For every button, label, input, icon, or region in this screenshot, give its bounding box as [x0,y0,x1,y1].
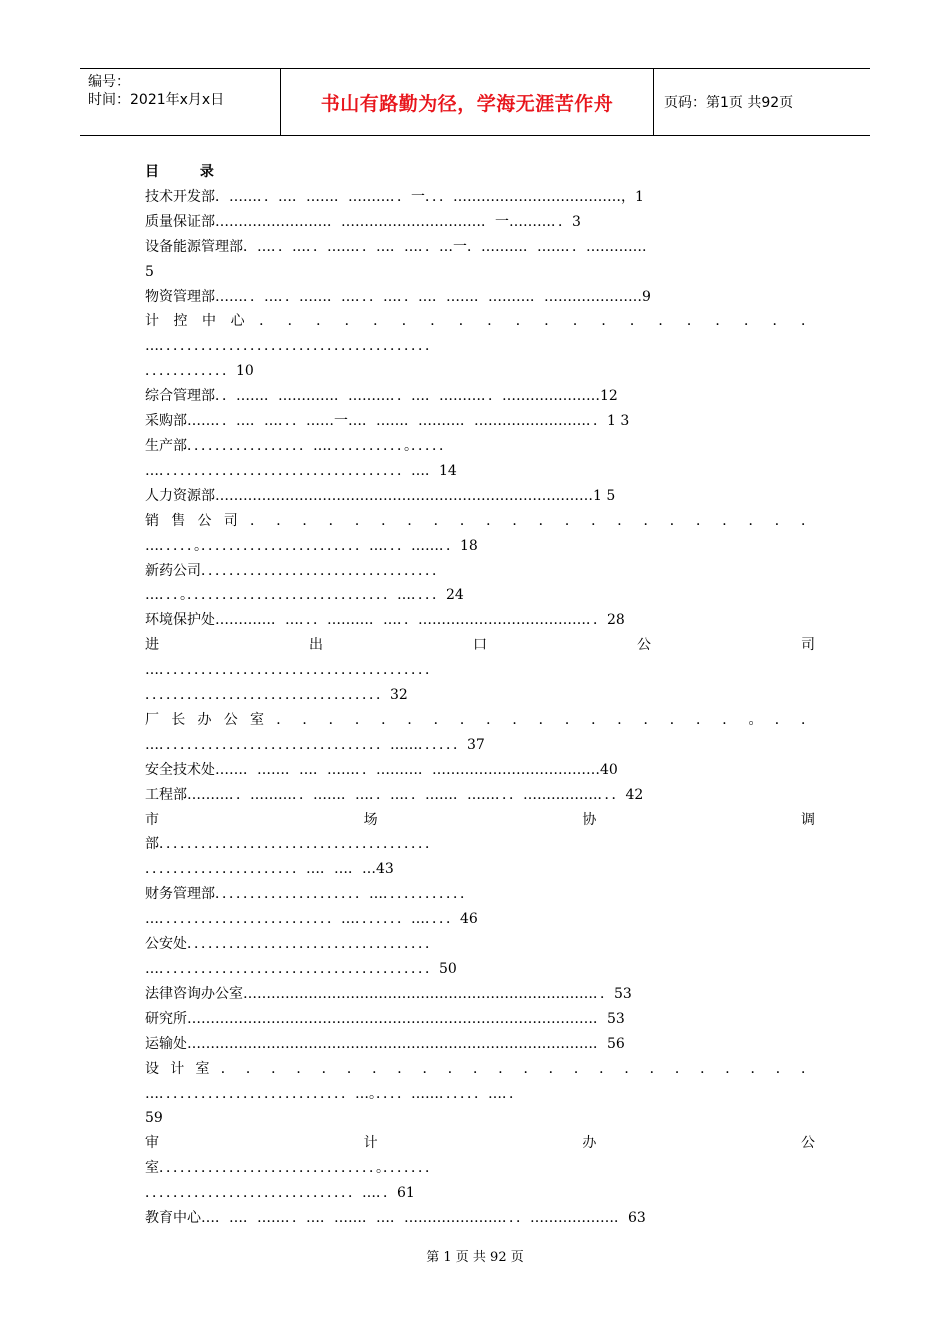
toc-entry-line: 厂 长 办 公 室 ． ． ． ． ． ． ． ． ． ． ． ． ． ． ． ． ． ． 。 ． ． [145,711,815,728]
toc-entry-line: 综合管理部．．……．…………．………．．…．………．．…………………12 [145,388,618,405]
toc-entry-line: …．．．．．。．．．．．．．．．．．．．．．．．．．．．．．…．．．……．．18 [145,537,478,554]
toc-entry-line: ．．．．．．．．．．．．．．．．．．．．．．…．…．…43 [145,861,394,878]
toc-entry-line: 环境保护处…………．…．．．………．…．．………………………………．．28 [145,612,625,629]
toc-entry-line: 法律咨询办公室…………………………………………………………………．．53 [145,985,632,1002]
toc-entry-line: 采购部……．．…．…．．．……一…．……．………．……………………．．1 3 [145,413,630,430]
table-of-contents [145,160,815,1231]
toc-entry-line: 59 [145,1110,163,1127]
toc-entry-line: 运输处……………………………………………………………………………．56 [145,1035,625,1052]
toc-entry-line: …．．．．．．．．．．．．．．．．．．．．．．．．．…．．．．．．．…．．．．46 [145,911,478,928]
header-page-number: 页码：第1页 共92页 [664,95,794,111]
toc-entry-line: 设 计 室 ． ． ． ． ． ． ． ． ． ． ． ． ． ． ． ． ． ． ． ． ． ． ． ． [145,1060,815,1077]
toc-entry-line: 质量保证部……………………．…………………………．一………．．3 [145,213,581,230]
toc-entry-line: 工程部………．．………．．……．…．．…．．……．……．．．…………….．．．42 [145,786,644,803]
toc-entry-line: …．．．．．．．．．．．．．．．．．．．．．．．．．．．．．．．．……．．．．．．37 [145,736,485,753]
header-motto: 书山有路勤为径，学海无涯苦作舟 [280,69,654,135]
toc-entry-line: 教育中心…．…．……．．…．……．…．…………………．．．………………．63 [145,1210,646,1227]
header-meta [80,69,280,135]
toc-entry-line: 5 [145,263,154,280]
toc-entry-line: ．．．．．．．．．．．．10 [145,363,254,380]
toc-entry-line: 设备能源管理部．…．．…．．……．．…．…．．…一．………．……．．…………. [145,238,647,255]
toc-entry-line: 技术开发部．……．．…．……．………．．一．．．………………………………，1 [145,188,644,205]
toc-entry-line: 财务管理部．．．．．．．．．．．．．．．．．．．．．…．．．．．．．．．．．． [145,886,474,903]
toc-entry-line: 审 计 办 公 [145,1135,815,1152]
toc-lines [145,185,815,1231]
toc-entry-line: 物资管理部……．．…．．……．…．．．…．．…．……．………．…………………9 [145,288,651,305]
toc-entry-line: …．．．．．．．．．．．．．．．．．．．．．．．．．．．．．．．．．．．…．14 [145,462,457,479]
toc-entry-line: 销 售 公 司 ． ． ． ． ． ． ． ． ． ． ． ． ． ． ． ． ． ． ． ． ． ． [145,512,815,529]
toc-entry-line: 人力资源部………………………………………………………………………1 5 [145,487,616,504]
document-number-label: 编号： [88,74,130,90]
toc-entry-line: ．．．．．．．．．．．．．．．．．．．．．．．．．．．．．．．．．．32 [145,687,408,704]
toc-title: 目 录 [145,164,232,180]
toc-entry-line: ．．．．．．．．．．．．．．．．．．．．．．．．．．．．．．…．．61 [145,1185,415,1202]
toc-entry-line: …．．．．．．．．．．．．．．．．．．．．．．．．．．．．．．．．．．．．．．． [145,662,439,679]
toc-entry-line: …．．．．．．．．．．．．．．．．．．．．．．．．．．．．．．．．．．．．．．． [145,338,439,355]
toc-entry-line: 计 控 中 心 ． ． ． ． ． ． ． ． ． ． ． ． ． ． ． ． ． ． ． ． [145,313,815,330]
document-date-label: 时间：2021年x月x日 [88,92,225,108]
toc-entry-line: 安全技术处……．……．…．……．．………．………………………………40 [145,761,618,778]
toc-entry-line: 新药公司．．．．．．．．．．．．．．．．．．．．．．．．．．．．．．．．．． [145,562,446,579]
page-header [80,68,870,136]
toc-entry-line: 室．．．．．．．．．．．．．．．．．．．．．．．．．．．．．．．。．．．．．．． [145,1160,439,1177]
page-footer: 第 1 页 共 92 页 [426,1250,524,1265]
toc-entry-line: 公安处．．．．．．．．．．．．．．．．．．．．．．．．．．．．．．．．．．． [145,936,439,953]
toc-entry-line: 进 出 口 公 司 [145,637,815,654]
toc-entry-line: …．．．。．．．．．．．．．．．．．．．．．．．．．．．．．．．．．…．．．．24 [145,587,464,604]
toc-entry-line: 市 场 协 调 [145,811,815,828]
toc-entry-line: …．．．．．．．．．．．．．．．．．．．．．．．．．．．．．．．．．．．．．．．50 [145,961,457,977]
toc-entry-line: …．．．．．．．．．．．．．．．．．．．．．．．．．．．…。．．．．……．．．．．．…．． [145,1085,523,1102]
toc-entry-line: 生产部．．．．．．．．．．．．．．．．．…．．．．．．．．．．．。．．．．． [145,437,453,454]
toc-entry-line: 研究所……………………………………………………………………………．53 [145,1010,625,1027]
toc-entry-line: 部．．．．．．．．．．．．．．．．．．．．．．．．．．．．．．．．．．．．．．． [145,836,439,853]
